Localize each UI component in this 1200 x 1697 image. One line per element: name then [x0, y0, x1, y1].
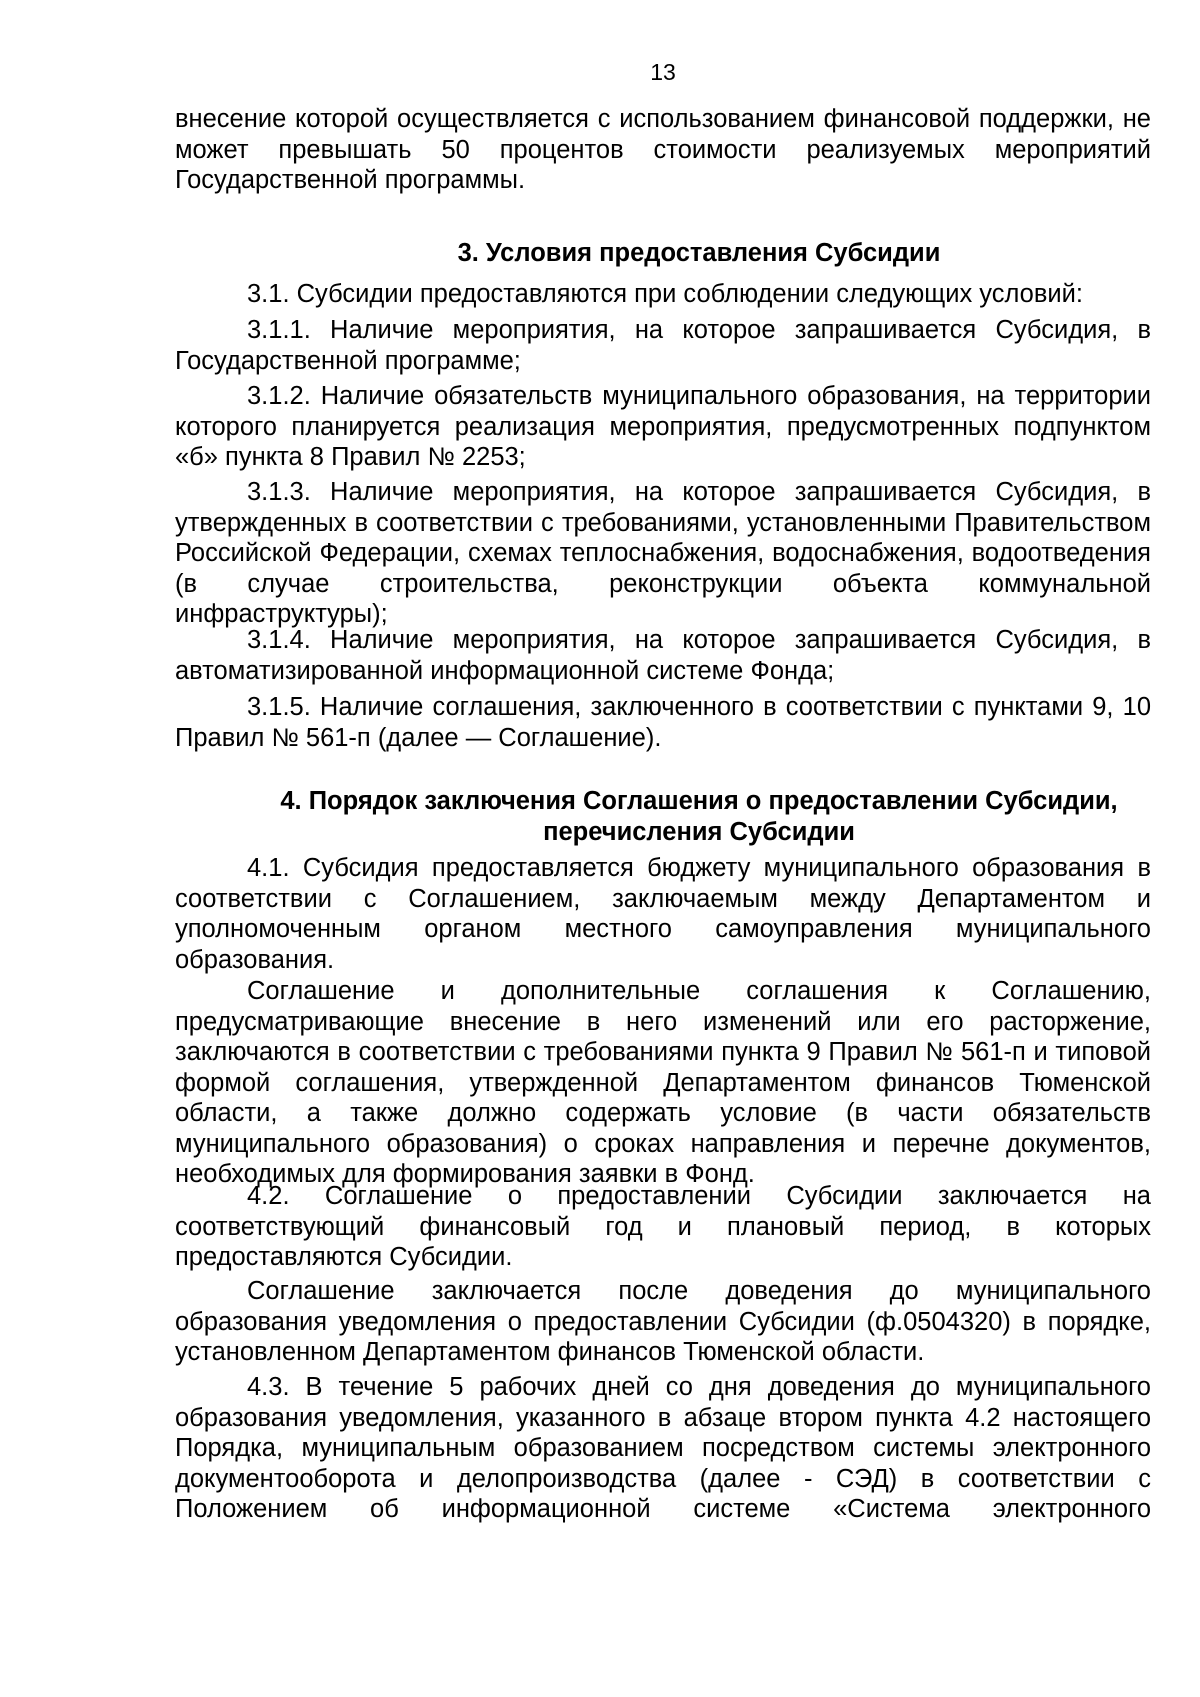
- paragraph-4-2-block: [175, 1181, 1151, 1273]
- paragraph-3-1-5-block: [175, 692, 1151, 753]
- paragraph-4-3-block: [175, 1372, 1151, 1525]
- paragraph-3-1-2-block: [175, 381, 1151, 473]
- intro-paragraph-block: [175, 104, 1151, 196]
- paragraph-3-1-block: [175, 279, 1151, 310]
- paragraph-4-1-second: Соглашение и дополнительные соглашения к Соглашению, предусматривающие внесение в него изменений или его расторжение, заключаются в соответствии с требованиями пункта 9 Правил № 561-п и типовой формой соглашения, утвержденной Департаментом финансов Тюменской области, а также должно содержать условие (в части обязательств муниципального образования) о сроках направления и перечне документов, необходимых для формирования заявки в Фонд.: [175, 977, 1151, 1188]
- paragraph-4-3: 4.3. В течение 5 рабочих дней со дня доведения до муниципального образования уведомления, указанного в абзаце втором пункта 4.2 настоящего Порядка, муниципальным образованием посредством системы электронного документооборота и делопроизводства (далее - СЭД) в соответствии с Положением об информационной системе «Система электронного: [175, 1373, 1151, 1523]
- paragraph-3-1-1-block: [175, 315, 1151, 376]
- paragraph-4-1-block: [175, 853, 1151, 975]
- paragraph-4-1-second-block: [175, 976, 1151, 1190]
- section-4-heading-line-1: 4. Порядок заключения Соглашения о предоставлении Субсидии,: [280, 787, 1118, 815]
- paragraph-3-1-2: 3.1.2. Наличие обязательств муниципального образования, на территории которого планируется реализация мероприятия, предусмотренных подпунктом «б» пункта 8 Правил № 2253;: [175, 382, 1151, 471]
- section-4-heading-line-2: перечисления Субсидии: [543, 817, 855, 846]
- paragraph-3-1-3: 3.1.3. Наличие мероприятия, на которое запрашивается Субсидия, в утвержденных в соответствии с требованиями, установленными Правительством Российской Федерации, схемах теплоснабжения, водоснабжения, водоотведения (в случае строительства, реконструкции объекта коммунальной инфраструктуры);: [175, 478, 1151, 628]
- intro-paragraph: внесение которой осуществляется с использованием финансовой поддержки, не может превышать 50 процентов стоимости реализуемых мероприятий Государственной программы.: [175, 105, 1151, 194]
- paragraph-3-1-1: 3.1.1. Наличие мероприятия, на которое запрашивается Субсидия, в Государственной программе;: [175, 316, 1151, 375]
- document-page: [175, 0, 1151, 1697]
- page-number: 13: [650, 59, 676, 85]
- paragraph-3-1-4: 3.1.4. Наличие мероприятия, на которое запрашивается Субсидия, в автоматизированной информационной системе Фонда;: [175, 626, 1151, 685]
- paragraph-4-1: 4.1. Субсидия предоставляется бюджету муниципального образования в соответствии с Соглашением, заключаемым между Департаментом и уполномоченным органом местного самоуправления муниципального образования.: [175, 854, 1151, 974]
- paragraph-3-1: 3.1. Субсидии предоставляются при соблюдении следующих условий:: [247, 280, 1083, 308]
- paragraph-4-2-second-block: [175, 1276, 1151, 1368]
- paragraph-3-1-5: 3.1.5. Наличие соглашения, заключенного в соответствии с пунктами 9, 10 Правил № 561-п (далее — Соглашение).: [175, 693, 1151, 752]
- section-4-heading-block: [175, 786, 1151, 847]
- paragraph-4-2: 4.2. Соглашение о предоставлении Субсидии заключается на соответствующий финансовый год и плановый период, в которых предоставляются Субсидии.: [175, 1182, 1151, 1271]
- section-3-heading: 3. Условия предоставления Субсидии: [457, 239, 941, 267]
- section-3-heading-block: [175, 238, 1151, 269]
- paragraph-4-2-second: Соглашение заключается после доведения до муниципального образования уведомления о предоставлении Субсидии (ф.0504320) в порядке, установленном Департаментом финансов Тюменской области.: [175, 1277, 1151, 1366]
- paragraph-3-1-4-block: [175, 625, 1151, 686]
- paragraph-3-1-3-block: [175, 477, 1151, 630]
